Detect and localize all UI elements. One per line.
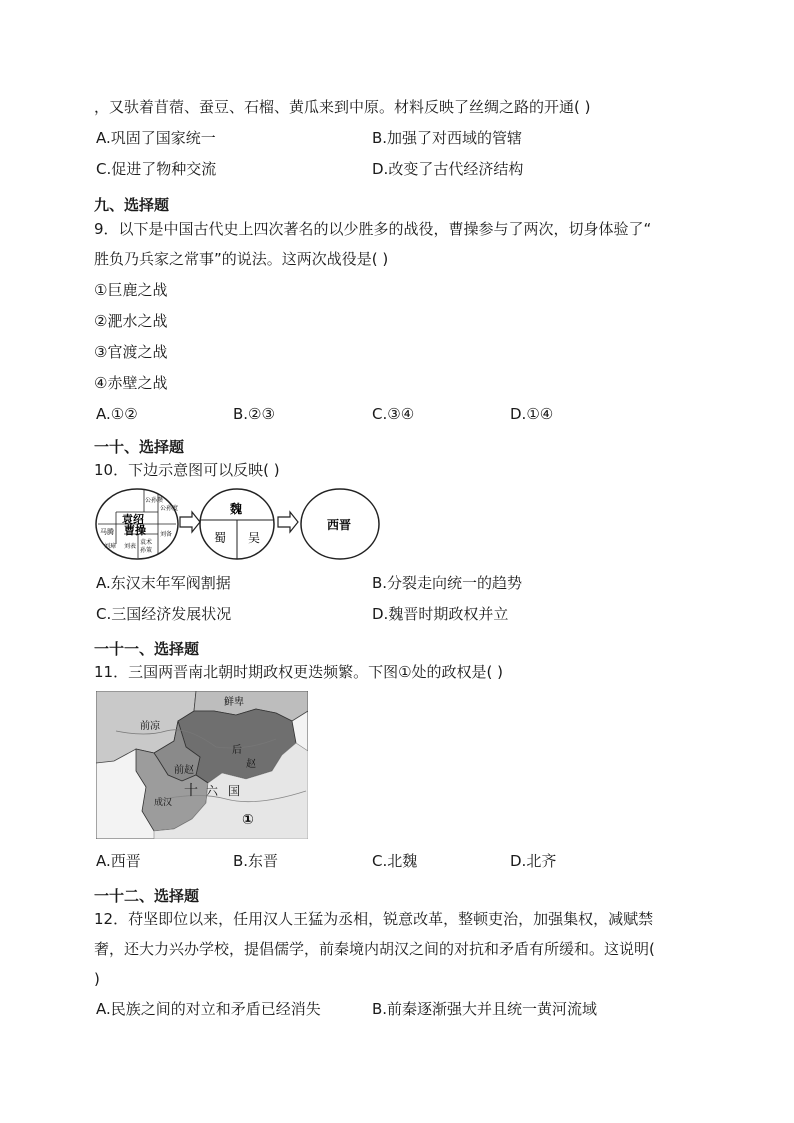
- q9-stem-line1: 9．以下是中国古代史上四次著名的以少胜多的战役，曹操参与了两次，切身体验了“: [94, 220, 652, 238]
- map-label-houzhao-1: 后: [232, 745, 242, 756]
- label-yuanshu: 袁术: [140, 539, 153, 546]
- q11-option-a[interactable]: A.西晋: [96, 852, 141, 870]
- arrow-icon: [278, 512, 298, 532]
- q11-heading: 一十一、选择题: [94, 640, 200, 658]
- q9-option-b[interactable]: B.②③: [233, 405, 275, 423]
- q9-option-a[interactable]: A.①②: [96, 405, 138, 423]
- map-label-shiliu-1: 十: [184, 783, 198, 799]
- q11-option-c[interactable]: C.北魏: [372, 852, 418, 870]
- q8-option-a[interactable]: A.巩固了国家统一: [96, 129, 216, 147]
- map-label-qianzhao: 前赵: [174, 765, 194, 776]
- q11-option-b[interactable]: B.东晋: [233, 852, 279, 870]
- label-xijin: 西晋: [327, 518, 352, 532]
- q9-heading: 九、选择题: [94, 196, 170, 214]
- q11-sixteen-kingdoms-map: [96, 691, 308, 839]
- q9-option-c[interactable]: C.③④: [372, 405, 415, 423]
- q12-heading: 一十二、选择题: [94, 887, 200, 905]
- q12-option-b[interactable]: B.前秦逐渐强大并且统一黄河流域: [372, 1000, 598, 1018]
- q8-option-b[interactable]: B.加强了对西域的管辖: [372, 129, 523, 147]
- map-label-chenghan: 成汉: [154, 798, 173, 808]
- q12-stem-line3: ): [94, 970, 100, 988]
- arrow-icon: [180, 512, 200, 532]
- q10-stem: 10．下边示意图可以反映( ): [94, 461, 280, 479]
- label-wei: 魏: [230, 502, 243, 516]
- q12-stem-line2: 奢，还大力兴办学校，提倡儒学，前秦境内胡汉之间的对抗和矛盾有所缓和。这说明(: [94, 940, 655, 958]
- q10-option-c[interactable]: C.三国经济发展状况: [96, 605, 232, 623]
- q9-item-4: ④赤壁之战: [94, 374, 168, 392]
- label-sunce: 孙策: [140, 547, 153, 554]
- q10-heading: 一十、选择题: [94, 438, 185, 456]
- q8-stem-tail: ，又驮着苜蓿、蚕豆、石榴、黄瓜来到中原。材料反映了丝绸之路的开通( ): [94, 98, 591, 116]
- label-mateng: 马腾: [100, 528, 114, 536]
- label-gongsundu: 公孙度: [160, 505, 179, 512]
- q9-stem-line2: 胜负乃兵家之常事”的说法。这两次战役是( ): [94, 250, 389, 268]
- map-label-xianbei: 鲜卑: [224, 697, 244, 708]
- q8-option-c[interactable]: C.促进了物种交流: [96, 160, 217, 178]
- label-liubei: 刘备: [160, 531, 173, 538]
- label-wu: 吴: [248, 531, 261, 545]
- q12-option-a[interactable]: A.民族之间的对立和矛盾已经消失: [96, 1000, 321, 1018]
- q11-option-d[interactable]: D.北齐: [510, 852, 557, 870]
- q11-stem: 11．三国两晋南北朝时期政权更迭频繁。下图①处的政权是( ): [94, 663, 504, 681]
- map-label-shiliu-2: 六: [206, 784, 219, 798]
- q9-item-2: ②淝水之战: [94, 312, 168, 330]
- map-marker-1: ①: [242, 812, 254, 828]
- q12-stem-line1: 12．苻坚即位以来，任用汉人王猛为丞相，锐意改革，整顿吏治，加强集权，减赋禁: [94, 910, 654, 928]
- label-liubiao: 刘表: [124, 543, 137, 550]
- label-caocao: 曹操: [124, 524, 146, 537]
- label-liuzhang: 刘璋: [104, 543, 117, 550]
- q8-option-d[interactable]: D.改变了古代经济结构: [372, 160, 524, 178]
- map-label-shiliu-3: 国: [228, 784, 241, 798]
- label-yuanshao: 袁绍: [122, 513, 144, 526]
- q10-option-b[interactable]: B.分裂走向统一的趋势: [372, 574, 523, 592]
- label-gongsunzan: 公孙瓒: [145, 497, 164, 504]
- q10-schematic-figure: [94, 486, 384, 566]
- q10-option-d[interactable]: D.魏晋时期政权并立: [372, 605, 509, 623]
- map-label-houzhao-2: 赵: [246, 759, 256, 770]
- label-shu: 蜀: [214, 531, 227, 545]
- q9-item-1: ①巨鹿之战: [94, 281, 168, 299]
- q10-option-a[interactable]: A.东汉末年军阀割据: [96, 574, 231, 592]
- q9-item-3: ③官渡之战: [94, 343, 168, 361]
- map-label-qianliang: 前凉: [140, 721, 160, 732]
- q9-option-d[interactable]: D.①④: [510, 405, 554, 423]
